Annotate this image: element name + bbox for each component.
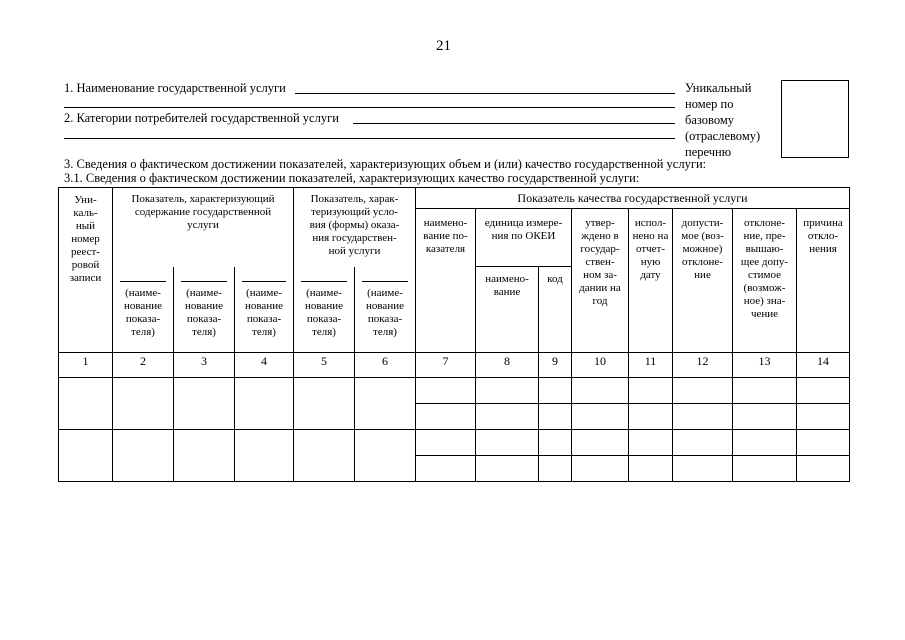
table-cell[interactable] xyxy=(59,430,113,482)
unique-number-line: базовому xyxy=(685,113,735,127)
table-cell[interactable] xyxy=(476,378,539,404)
table-cell[interactable] xyxy=(476,404,539,430)
table-cell[interactable] xyxy=(733,378,797,404)
column-number: 14 xyxy=(797,353,850,378)
table-cell[interactable] xyxy=(294,378,355,430)
column-number: 9 xyxy=(539,353,572,378)
table-cell[interactable] xyxy=(733,456,797,482)
service-name-fill-line xyxy=(295,93,675,94)
quality-indicators-table xyxy=(58,187,850,482)
header-indicator-name: наимено- вание по- казателя xyxy=(416,209,476,353)
table-cell[interactable] xyxy=(733,430,797,456)
header-content-indicator-group: Показатель, характеризующий содержание государственной услуги xyxy=(113,188,294,267)
consumer-categories-fill-line xyxy=(353,123,675,124)
table-cell[interactable] xyxy=(294,430,355,482)
service-name-label: 1. Наименование государственной услуги xyxy=(64,81,286,95)
table-cell[interactable] xyxy=(113,378,174,430)
header-form-indicator-group: Показатель, харак- теризующий усло- вия (формы) оказа- ния государствен- ной услуги xyxy=(294,188,416,267)
table-cell[interactable] xyxy=(539,404,572,430)
table-cell[interactable] xyxy=(572,430,629,456)
table-cell[interactable] xyxy=(629,378,673,404)
table-cell[interactable] xyxy=(629,404,673,430)
table-cell[interactable] xyxy=(235,378,294,430)
table-cell[interactable] xyxy=(416,378,476,404)
section-3-title: 3. Сведения о фактическом достижении показателей, характеризующих объем и (или) качество государственной услуги: xyxy=(64,157,707,171)
table-cell[interactable] xyxy=(797,456,850,482)
column-number: 8 xyxy=(476,353,539,378)
column-number: 1 xyxy=(59,353,113,378)
column-number: 13 xyxy=(733,353,797,378)
header-unique-record-number: Уни- каль- ный номер реест- ровой записи xyxy=(59,188,113,353)
table-cell[interactable] xyxy=(235,430,294,482)
section-3-1-title: 3.1. Сведения о фактическом достижении показателей, характеризующих качество государственной услуги: xyxy=(64,171,640,185)
header-unit-name: наимено- вание xyxy=(476,267,539,353)
header-form-indicator-1 xyxy=(294,267,355,353)
table-cell[interactable] xyxy=(476,456,539,482)
consumer-categories-label: 2. Категории потребителей государственной услуги xyxy=(64,111,339,125)
header-form-indicator-2 xyxy=(355,267,416,353)
unique-number-box[interactable] xyxy=(781,80,849,158)
table-cell[interactable] xyxy=(174,378,235,430)
header-quality-indicator-group: Показатель качества государственной услуги xyxy=(416,188,850,209)
table-row xyxy=(59,430,850,456)
sub-indicator-label: (наиме- нование показа- теля) xyxy=(185,286,223,338)
table-cell[interactable] xyxy=(572,378,629,404)
column-number: 10 xyxy=(572,353,629,378)
table-cell[interactable] xyxy=(416,456,476,482)
column-number: 3 xyxy=(174,353,235,378)
column-number: 12 xyxy=(673,353,733,378)
header-done: испол- нено на отчет- ную дату xyxy=(629,209,673,353)
sub-indicator-label: (наиме- нование показа- теля) xyxy=(245,286,283,338)
unique-number-line: (отраслевому) xyxy=(685,129,761,143)
table-cell[interactable] xyxy=(539,456,572,482)
service-name-fill-line-2 xyxy=(64,107,675,108)
header-unit-code: код xyxy=(539,267,572,353)
header-content-indicator-2 xyxy=(174,267,235,353)
table-cell[interactable] xyxy=(673,456,733,482)
table-cell[interactable] xyxy=(673,404,733,430)
sub-indicator-label: (наиме- нование показа- теля) xyxy=(305,286,343,338)
table-cell[interactable] xyxy=(539,430,572,456)
sub-indicator-label: (наиме- нование показа- теля) xyxy=(124,286,162,338)
table-cell[interactable] xyxy=(113,430,174,482)
table-cell[interactable] xyxy=(733,404,797,430)
column-number: 4 xyxy=(235,353,294,378)
column-number: 7 xyxy=(416,353,476,378)
table-cell[interactable] xyxy=(355,430,416,482)
table-cell[interactable] xyxy=(539,378,572,404)
page-number: 21 xyxy=(436,38,451,54)
header-content-indicator-3 xyxy=(235,267,294,353)
table-cell[interactable] xyxy=(416,404,476,430)
table-cell[interactable] xyxy=(174,430,235,482)
table-cell[interactable] xyxy=(797,378,850,404)
unique-number-line: Уникальный xyxy=(685,81,752,95)
header-okei-unit: единица измере- ния по ОКЕИ xyxy=(476,209,572,267)
table-cell[interactable] xyxy=(797,430,850,456)
table-cell[interactable] xyxy=(572,404,629,430)
table-row xyxy=(59,378,850,404)
header-allowed-deviation: допусти- мое (воз- можное) отклоне- ние xyxy=(673,209,733,353)
column-number: 6 xyxy=(355,353,416,378)
sub-indicator-label: (наиме- нование показа- теля) xyxy=(366,286,404,338)
table-cell[interactable] xyxy=(797,404,850,430)
header-content-indicator-1 xyxy=(113,267,174,353)
table-cell[interactable] xyxy=(572,456,629,482)
header-deviation-reason: причина отклo- нения xyxy=(797,209,850,353)
table-cell[interactable] xyxy=(673,378,733,404)
table-cell[interactable] xyxy=(629,456,673,482)
table-cell[interactable] xyxy=(476,430,539,456)
column-number: 2 xyxy=(113,353,174,378)
column-number: 5 xyxy=(294,353,355,378)
table-cell[interactable] xyxy=(59,378,113,430)
header-approved: утвер- ждено в государ- ствен- ном за- дании на год xyxy=(572,209,629,353)
column-number: 11 xyxy=(629,353,673,378)
consumer-categories-fill-line-2 xyxy=(64,138,675,139)
table-cell[interactable] xyxy=(629,430,673,456)
table-cell[interactable] xyxy=(355,378,416,430)
unique-number-label xyxy=(685,80,760,160)
unique-number-line: номер по xyxy=(685,97,734,111)
table-cell[interactable] xyxy=(673,430,733,456)
table-cell[interactable] xyxy=(416,430,476,456)
header-excess-deviation: отклоне- ние, пре- вышаю- щее допу- стимое (возмож- ное) зна- чение xyxy=(733,209,797,353)
unique-number-line: перечню xyxy=(685,145,732,159)
